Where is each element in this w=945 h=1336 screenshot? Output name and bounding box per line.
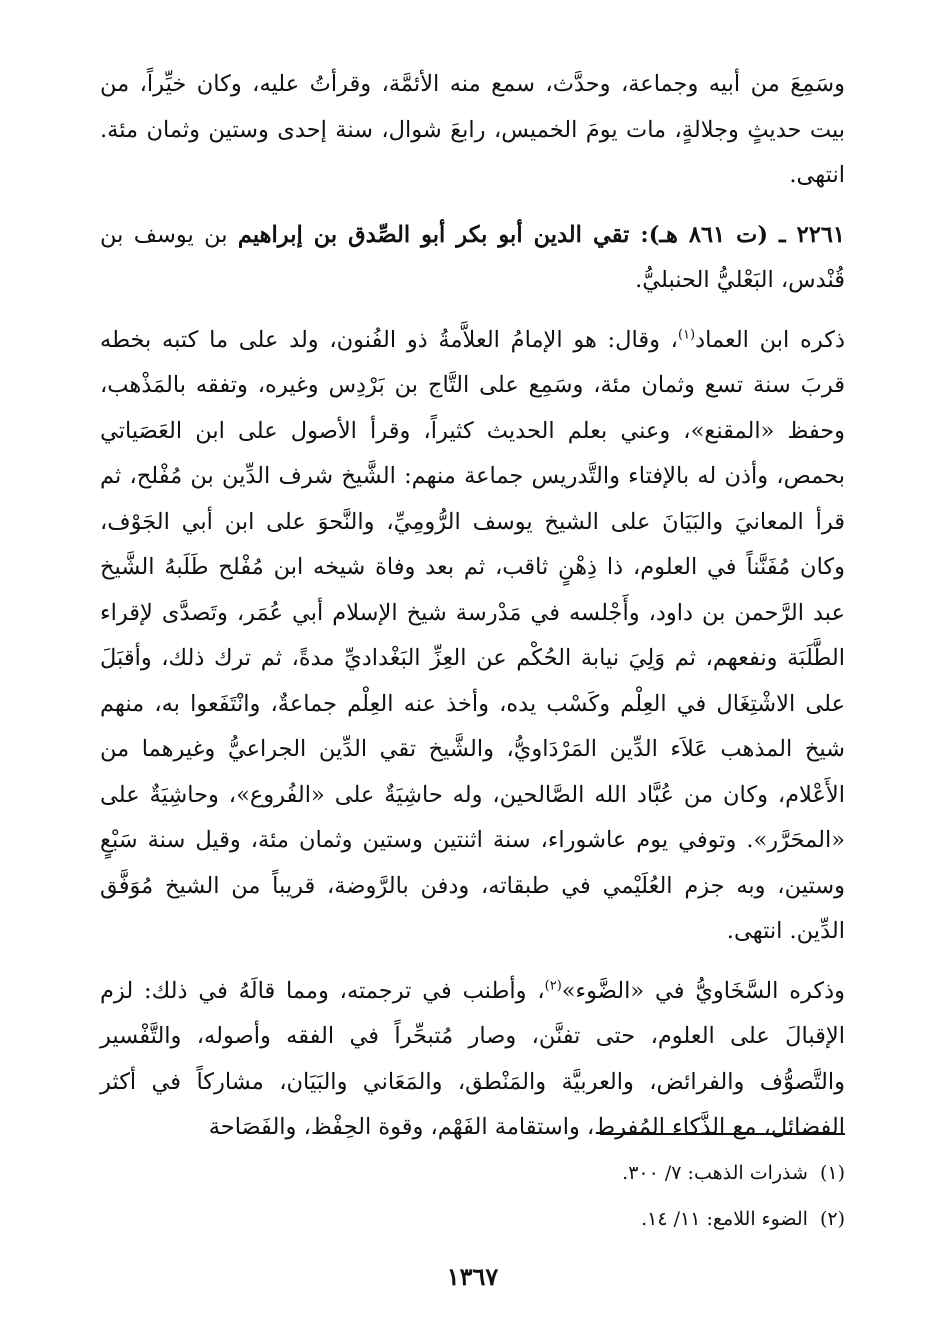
intro-paragraph: وسَمِعَ من أبيه وجماعة، وحدَّث، سمع منه الأئمَّة، وقرأتُ عليه، وكان خيِّراً، من بيت حديثٍ وجلالةٍ، مات يومَ الخميس، رابعَ شوال، سنة إحدى وستين وثمان مئة. انتهى. <box>100 71 845 188</box>
entry-title: ٢٢٦١ ـ (ت ٨٦١ هـ): تقي الدين أبو بكر أبو الصِّدق بن إبراهيم <box>237 221 846 248</box>
sakhawi-paragraph <box>100 969 845 1151</box>
footnotes <box>100 1150 845 1242</box>
biography-entry-heading <box>100 213 845 304</box>
footnote-divider <box>600 1133 845 1135</box>
footnote-2-number: (٢) <box>819 1208 845 1230</box>
footnote-2 <box>100 1196 845 1242</box>
footnote-ref-2: (٢) <box>544 978 562 993</box>
ibn-imad-intro: ذكره ابن العماد <box>695 326 845 353</box>
footnote-1-number: (١) <box>819 1162 845 1184</box>
page-number: ١٣٦٧ <box>446 1262 499 1291</box>
footnote-2-text: الضوء اللامع: ١١/ ١٤. <box>641 1208 808 1230</box>
footnote-1-text: شذرات الذهب: ٧/ ٣٠٠. <box>622 1162 808 1184</box>
footnote-ref-1: (١) <box>677 327 696 342</box>
main-text <box>100 62 845 1151</box>
entry-name-rest: بن يوسف بن قُنْدس، البَعْليُّ الحنبليُّ. <box>100 221 845 293</box>
ibn-imad-paragraph <box>100 318 845 955</box>
sakhawi-body: ، وأطنب في ترجمته، ومما قالَهُ في ذلك: لزم الإقبالَ على العلوم، حتى تفنَّن، وصار مُتبحِّراً في الفقه وأصوله، والتَّفْسير والتَّصوُّف والفرائض، والعربيَّة والمَنْطق، والمَعَاني والبَيَان، مشاركاً في أكثر الفضائل، مع الذَّكاء المُفرط، واستقامة الفَهْم، وقوة الحِفْظ، والفَصَاحة <box>100 977 845 1140</box>
footnote-1 <box>100 1150 845 1196</box>
sakhawi-intro: وذكره السَّخَاويُّ في «الضَّوء» <box>561 977 846 1004</box>
ibn-imad-body: ، وقال: هو الإمامُ العلاَّمةُ ذو الفُنون، ولد على ما كتبه بخطه قربَ سنة تسع وثمان مئة، وسَمِع على التَّاج بن بَرْدِس وغيره، وتفقه بالمَذْهب، وحفظ «المقنع»، وعني بعلم الحديث كثيراً، وقرأ الأصول على ابن العَصَياتي بحمص، وأذن له بالإفتاء والتَّدريس جماعة منهم: الشَّيخ شرف الدِّين بن مُفْلح، ثم قرأ المعانيَ والبَيَانَ على الشيخ يوسف الرُّومِيِّ، والنَّحوَ على ابن أبي الجَوْف، وكان مُفَنَّناً في العلوم، ذا ذِهْنٍ ثاقب، ثم بعد وفاة شيخه ابن مُفْلح طَلَبهُ الشَّيخ عبد الرَّحمن بن داود، وأَجْلسه في مَدْرسة شيخ الإسلام أبي عُمَر، وتَصدَّى لإقراء الطَّلَبَة ونفعهم، ثم وَلِيَ نيابة الحُكْم عن العِزِّ البَغْداديِّ مدةً، ثم ترك ذلك، وأقبَلَ على الاشْتِغَال في العِلْم وكَسْب يده، وأخذ عنه العِلْم جماعةٌ، وانْتَفَعوا به، منهم شيخ المذهب عَلاَء الدِّين المَرْدَاويُّ، والشَّيخ تقي الدِّين الجراعيُّ وغيرهما من الأَعْلام، وكان من عُبَّاد الله الصَّالحين، وله حاشِيَةٌ على «الفُروع»، وحاشِيَةٌ على «المحَرَّر». وتوفي يوم عاشوراء، سنة اثنتين وستين وثمان مئة، وقيل سنة سَبْعٍ وستين، وبه جزم العُلَيْمي في طبقاته، ودفن بالرَّوضة، قريباً من الشيخ مُوَفَّق الدِّين. انتهى. <box>100 326 845 944</box>
